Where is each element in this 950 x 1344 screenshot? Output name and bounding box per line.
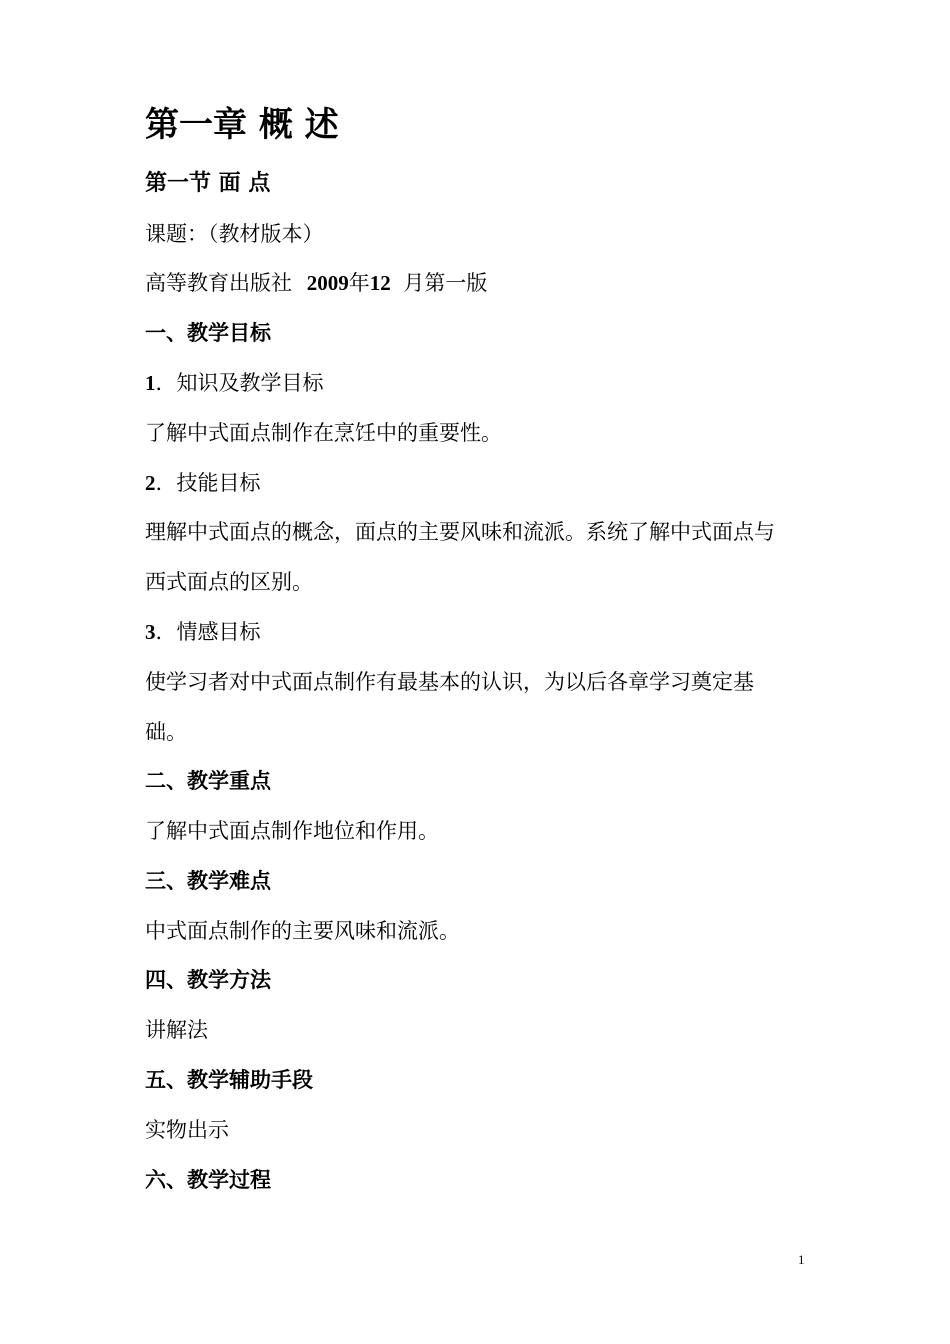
- section-title: 第一节 面 点: [145, 171, 271, 196]
- objectives-heading: 一、教学目标: [145, 321, 271, 345]
- objective-1-label: ．知识及教学目标: [155, 371, 324, 395]
- focus-heading: 二、教学重点: [145, 769, 271, 793]
- objective-2-text-line-1: 理解中式面点的概念，面点的主要风味和流派。系统了解中式面点与: [145, 520, 775, 544]
- objective-3-title: [145, 622, 261, 643]
- edition-year-suffix: 年: [348, 271, 370, 295]
- objective-2-text-line-2: 西式面点的区别。: [145, 570, 313, 594]
- difficulty-text: 中式面点制作的主要风味和流派。: [145, 919, 460, 943]
- objective-2-title: [145, 473, 261, 494]
- process-heading: 六、教学过程: [145, 1168, 271, 1192]
- objective-3-label: ．情感目标: [155, 620, 261, 644]
- objective-3-number: 3: [145, 620, 156, 644]
- edition-line: [145, 273, 487, 294]
- objective-1-title: [145, 373, 324, 394]
- objective-3-text-line-2: 础。: [145, 720, 187, 744]
- method-heading: 四、教学方法: [145, 968, 271, 992]
- focus-text: 了解中式面点制作地位和作用。: [145, 819, 439, 843]
- method-text: 讲解法: [145, 1018, 208, 1042]
- objective-2-number: 2: [145, 471, 156, 495]
- objective-1-number: 1: [145, 371, 156, 395]
- objective-2-label: ．技能目标: [155, 471, 261, 495]
- page-number: 1: [798, 1252, 805, 1267]
- aids-text: 实物出示: [145, 1118, 229, 1142]
- edition-suffix: 月第一版: [403, 271, 488, 295]
- edition-month: 12: [369, 271, 391, 295]
- objective-1-text: 了解中式面点制作在烹饪中的重要性。: [145, 421, 502, 445]
- edition-year: 2009: [306, 271, 349, 295]
- aids-heading: 五、教学辅助手段: [145, 1068, 313, 1092]
- chapter-title: 第一章 概 述: [145, 105, 339, 145]
- publisher: 高等教育出版社: [145, 271, 292, 295]
- topic-label: 课题：（教材版本）: [145, 222, 324, 246]
- objective-3-text-line-1: 使学习者对中式面点制作有最基本的认识，为以后各章学习奠定基: [145, 670, 754, 694]
- difficulty-heading: 三、教学难点: [145, 869, 271, 893]
